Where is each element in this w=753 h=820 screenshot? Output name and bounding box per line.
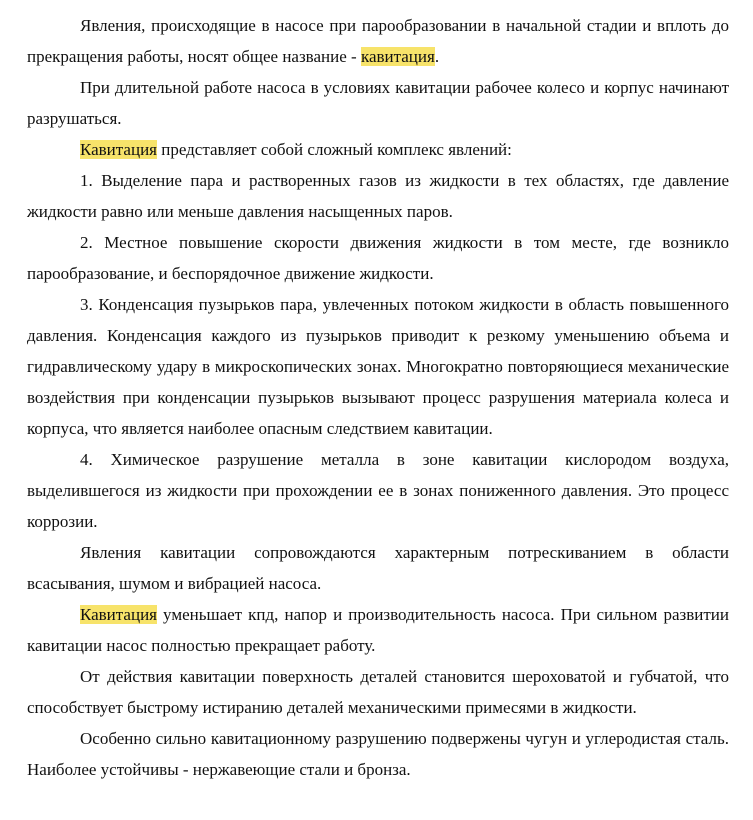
list-item-3 [27,289,729,444]
paragraph-text: . [434,47,440,66]
paragraph-text: От действия кавитации поверхность деталей становится шероховатой и губчатой, что способствует быстрому истиранию деталей механическими примесями в жидкости. [27,667,729,717]
paragraph-text: уменьшает кпд, напор и производительность насоса. При сильном развитии кавитации насос полностью прекращает работу. [27,605,729,655]
list-item-4 [27,444,729,537]
paragraph-text: При длительной работе насоса в условиях кавитации рабочее колесо и корпус начинают разрушаться. [27,78,729,128]
list-item-2 [27,227,729,289]
paragraph-text: 4. Химическое разрушение металла в зоне кавитации кислородом воздуха, выделившегося из жидкости при прохождении ее в зонах пониженного давления. Это процесс коррозии. [27,450,729,531]
paragraph-complex-intro [27,134,729,165]
paragraph-text: представляет собой сложный комплекс явлений: [156,140,512,159]
paragraph-text: 3. Конденсация пузырьков пара, увлеченных потоком жидкости в область повышенного давления. Конденсация каждого из пузырьков приводит к резкому уменьшению объема и гидравлическому удару в микроскопических зонах. Многократно повторяющиеся механические воздействия при конденсации пузырьков вызывают процесс разрушения материала колеса и корпуса, что является наиболее опасным следствием кавитации. [27,295,729,438]
paragraph-symptoms [27,537,729,599]
highlighted-term: кавитация [360,47,435,66]
paragraph-text: 1. Выделение пара и растворенных газов из жидкости в тех областях, где давление жидкости равно или меньше давления насыщенных паров. [27,171,729,221]
paragraph-text: Явления кавитации сопровождаются характерным потрескиванием в области всасывания, шумом и вибрацией насоса. [27,543,729,593]
paragraph-text: 2. Местное повышение скорости движения жидкости в том месте, где возникло парообразование, и беспорядочное движение жидкости. [27,233,729,283]
highlighted-term: Кавитация [80,605,157,624]
paragraph-performance [27,599,729,661]
paragraph-text: Особенно сильно кавитационному разрушению подвержены чугун и углеродистая сталь. Наиболее устойчивы - нержавеющие стали и бронза. [27,729,729,779]
paragraph-surface [27,661,729,723]
paragraph-text: Явления, происходящие в насосе при парообразовании в начальной стадии и вплоть до прекращения работы, носят общее название - [27,16,729,66]
paragraph-definition [27,10,729,72]
list-item-1 [27,165,729,227]
paragraph-materials [27,723,729,785]
highlighted-term: Кавитация [80,140,157,159]
paragraph-damage [27,72,729,134]
